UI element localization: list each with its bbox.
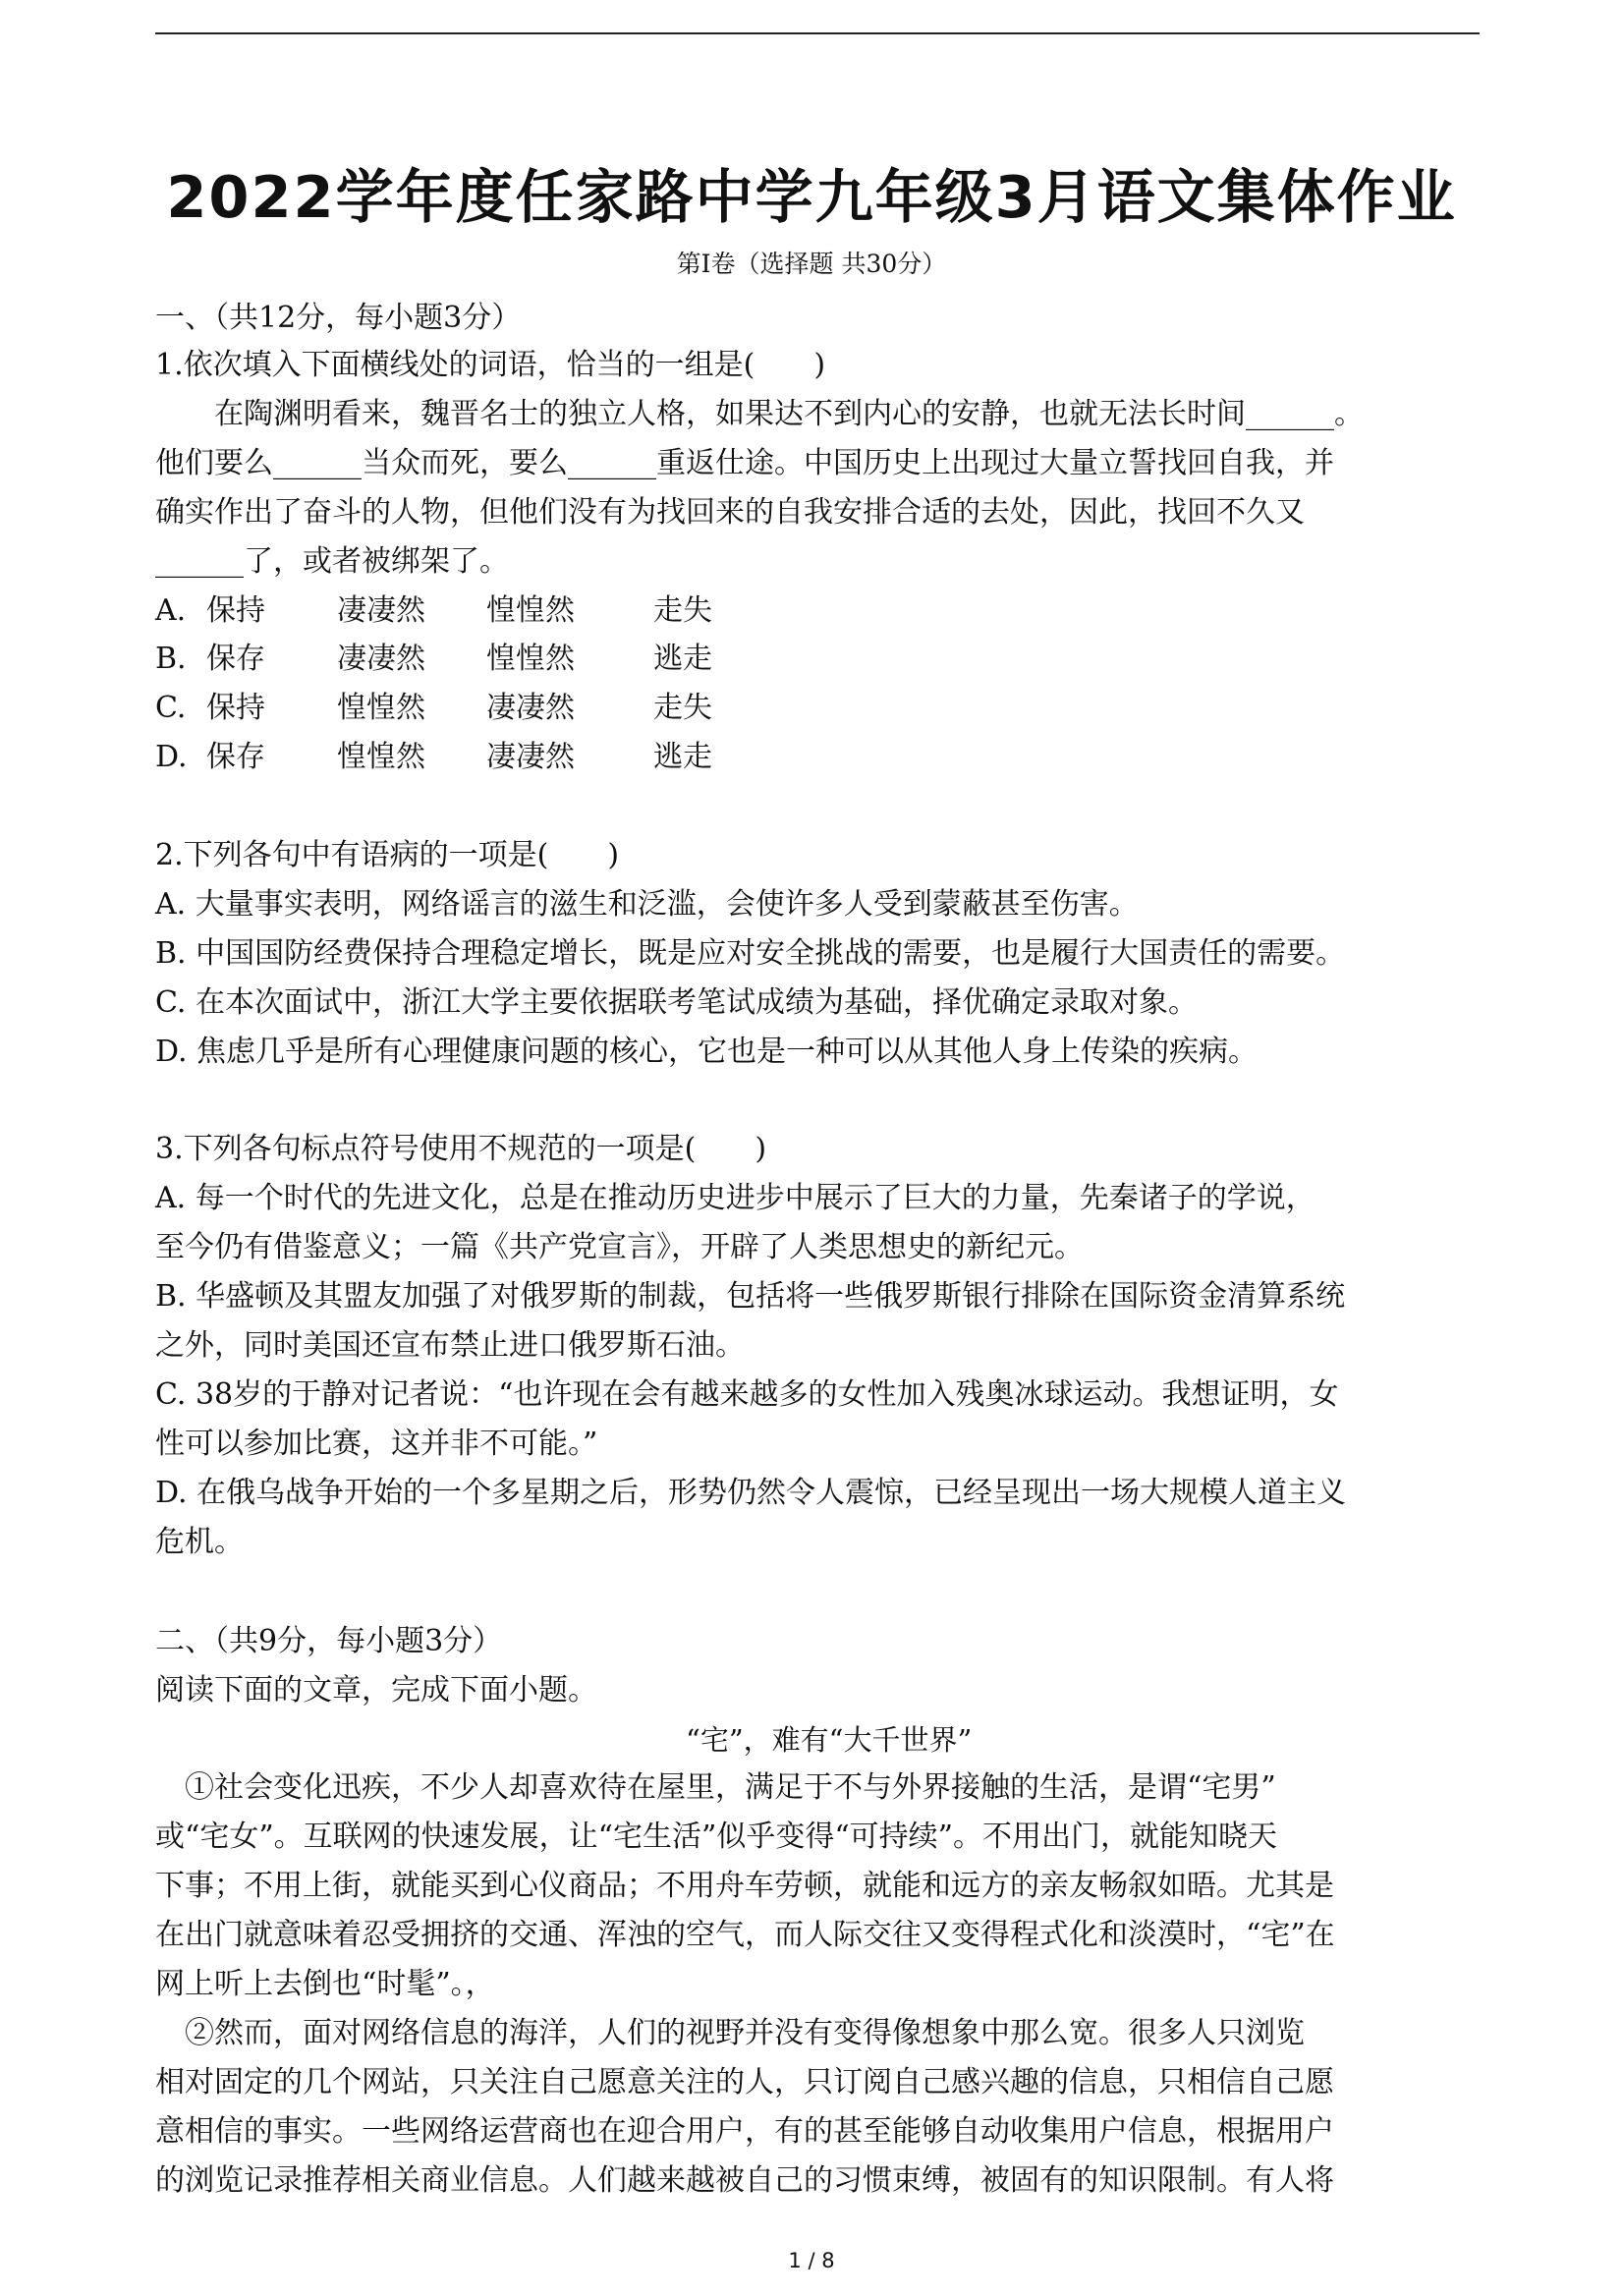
article-line: 网上听上去倒也“时髦”。， [155, 1967, 495, 2001]
option-word: 惶惶然 [337, 691, 425, 725]
option-letter: A. [155, 593, 187, 628]
article-line: ①社会变化迅疾，不少人却喜欢待在屋里，满足于不与外界接触的生活，是谓“宅男” [155, 1770, 1276, 1805]
option-word: 凄凄然 [337, 593, 425, 628]
q3-option-b[interactable]: B. 华盛顿及其盟友加强了对俄罗斯的制裁，包括将一些俄罗斯银行排除在国际资金清算系统 [155, 1279, 1346, 1314]
option-letter: C. [155, 691, 187, 725]
q1-passage-line: 确实作出了奋斗的人物，但他们没有为找回来的自我安排合适的去处，因此，找回不久又 [155, 495, 1305, 530]
q3-option-d-cont: 危机。 [155, 1525, 244, 1559]
q1-passage-line: 在陶渊明看来，魏晋名士的独立人格，如果达不到内心的安静，也就无法长时间______。 [155, 397, 1364, 431]
article-line: 或“宅女”。互联网的快速发展，让“宅生活”似乎变得“可持续”。不用出门，就能知晓天 [155, 1820, 1278, 1854]
option-word: 惶惶然 [486, 642, 575, 676]
option-word: 保存 [206, 642, 265, 676]
article-line: ②然而，面对网络信息的海洋，人们的视野并没有变得像想象中那么宽。很多人只浏览 [155, 2016, 1305, 2050]
option-word: 保存 [206, 740, 265, 774]
option-word: 走失 [653, 691, 712, 725]
option-word: 凄凄然 [337, 642, 425, 676]
q3-option-c-cont: 性可以参加比赛，这并非不可能。” [155, 1427, 598, 1461]
option-word: 逃走 [653, 642, 712, 676]
article-line: 意相信的事实。一些网络运营商也在迎合用户，有的甚至能够自动收集用户信息，根据用户 [155, 2114, 1334, 2149]
q2-option-d[interactable]: D. 焦虑几乎是所有心理健康问题的核心，它也是一种可以从其他人身上传染的疾病。 [155, 1035, 1259, 1069]
option-word: 凄凄然 [486, 740, 575, 774]
q1-passage-line: 他们要么______当众而死，要么______重返仕途。中国历史上出现过大量立誓找回自我，并 [155, 446, 1334, 480]
q2-stem: 2.下列各句中有语病的一项是( ) [155, 838, 620, 872]
article-line: 下事；不用上街，就能买到心仪商品；不用舟车劳顿，就能和远方的亲友畅叙如晤。尤其是 [155, 1869, 1334, 1903]
article-line: 在出门就意味着忍受拥挤的交通、浑浊的空气，而人际交往又变得程式化和淡漠时，“宅”在 [155, 1918, 1335, 1952]
q1-stem: 1.依次填入下面横线处的词语，恰当的一组是( ) [155, 348, 826, 382]
article-line: 的浏览记录推荐相关商业信息。人们越来越被自己的习惯束缚，被固有的知识限制。有人将 [155, 2163, 1334, 2198]
option-word: 逃走 [653, 740, 712, 774]
q3-stem: 3.下列各句标点符号使用不规范的一项是( ) [155, 1132, 767, 1166]
option-word: 走失 [653, 593, 712, 628]
option-word: 惶惶然 [337, 740, 425, 774]
option-word: 凄凄然 [486, 691, 575, 725]
section2-instruction: 阅读下面的文章，完成下面小题。 [155, 1673, 597, 1708]
option-letter: B. [155, 642, 187, 676]
q3-option-c[interactable]: C. 38岁的于静对记者说：“也许现在会有越来越多的女性加入残奥冰球运动。我想证明，女 [155, 1377, 1339, 1412]
section2-header: 二、（共9分，每小题3分） [155, 1624, 503, 1658]
option-word: 保持 [206, 593, 265, 628]
article-line: 相对固定的几个网站，只关注自己愿意关注的人，只订阅自己感兴趣的信息，只相信自己愿 [155, 2065, 1334, 2100]
q3-option-d[interactable]: D. 在俄乌战争开始的一个多星期之后，形势仍然令人震惊，已经呈现出一场大规模人道主义 [155, 1476, 1347, 1510]
paper-subtitle: 第Ⅰ卷（选择题 共30分） [676, 250, 947, 278]
q2-option-c[interactable]: C. 在本次面试中，浙江大学主要依据联考笔试成绩为基础，择优确定录取对象。 [155, 985, 1198, 1020]
option-word: 保持 [206, 691, 265, 725]
page-title: 2022学年度任家路中学九年级3月语文集体作业 [166, 163, 1457, 231]
q3-option-b-cont: 之外，同时美国还宣布禁止进口俄罗斯石油。 [155, 1328, 745, 1363]
article-title: “宅”，难有“大千世界” [686, 1723, 973, 1757]
q1-passage-line: ______了，或者被绑架了。 [155, 544, 509, 579]
q2-option-a[interactable]: A. 大量事实表明，网络谣言的滋生和泛滥，会使许多人受到蒙蔽甚至伤害。 [155, 887, 1139, 922]
page-number: 1 / 8 [788, 2249, 835, 2272]
option-word: 惶惶然 [486, 593, 575, 628]
q2-option-b[interactable]: B. 中国国防经费保持合理稳定增长，既是应对安全挑战的需要，也是履行大国责任的需要。 [155, 936, 1346, 971]
section1-header: 一、（共12分，每小题3分） [155, 301, 522, 335]
top-rule [155, 32, 1480, 34]
option-letter: D. [155, 740, 188, 774]
q3-option-a-cont: 至今仍有借鉴意义；一篇《共产党宣言》，开辟了人类思想史的新纪元。 [155, 1230, 1084, 1264]
q3-option-a[interactable]: A. 每一个时代的先进文化，总是在推动历史进步中展示了巨大的力量，先秦诸子的学说， [155, 1181, 1315, 1215]
